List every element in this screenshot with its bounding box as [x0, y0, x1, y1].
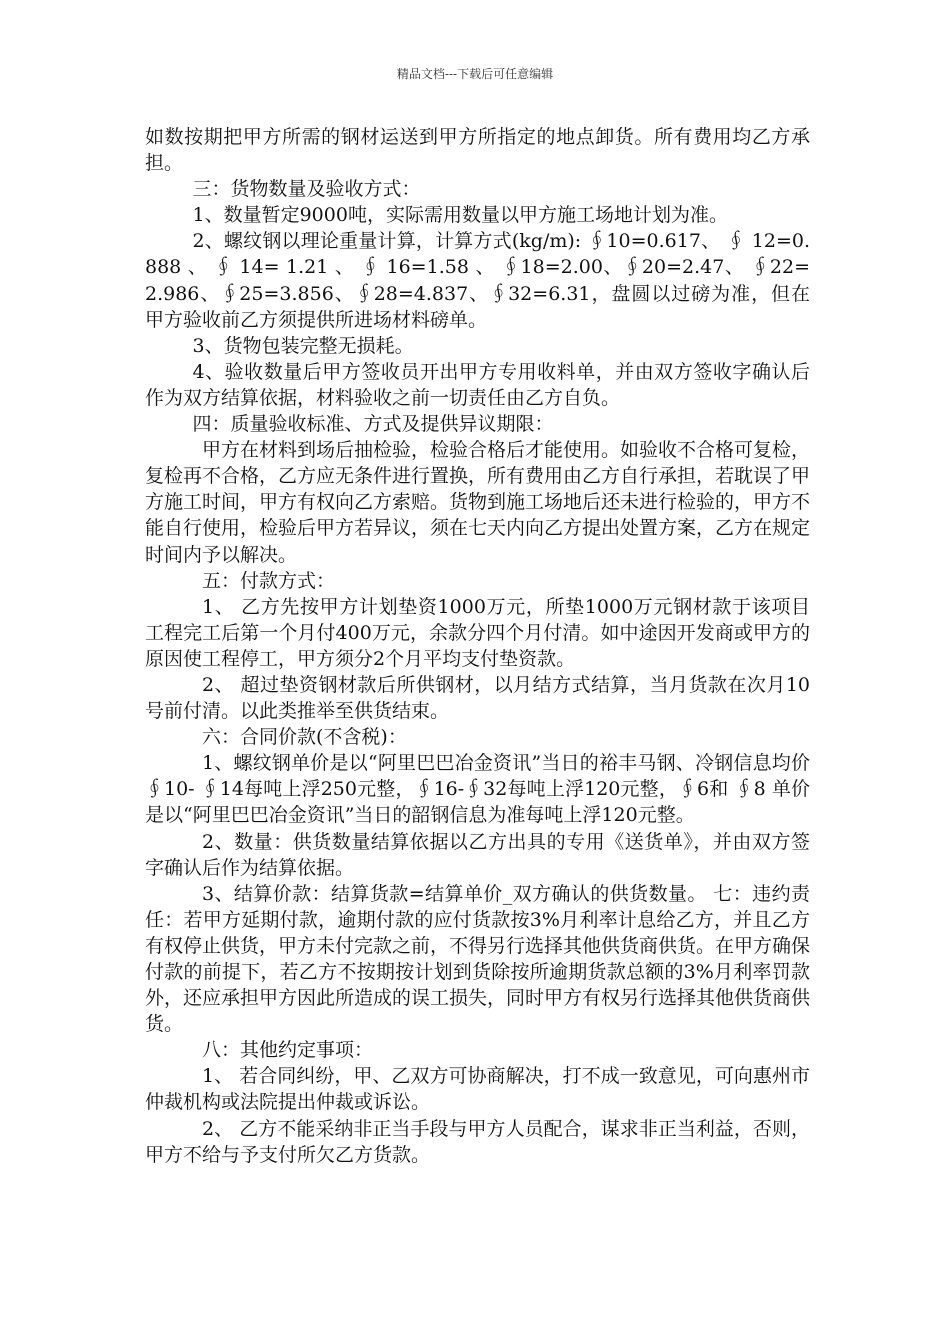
clause-3-4: 4、验收数量后甲方签收员开出甲方专用收料单，并由双方签收字确认后作为双方结算依据，材料验收之前一切责任由乙方自负。 — [145, 360, 810, 409]
paragraph-continuation: 如数按期把甲方所需的钢材运送到甲方所指定的地点卸货。所有费用均乙方承担。 — [145, 126, 810, 175]
section-heading-8: 八：其他约定事项： — [202, 1039, 374, 1062]
clause-6-1: 1、螺纹钢单价是以“阿里巴巴冶金资讯”当日的裕丰马钢、冷钢信息均价∮10- ∮14每吨上浮250元整，∮16-∮32每吨上浮120元整，∮6和 ∮8 单价是以“阿里巴巴冶金资讯”当日的韶钢信息为准每吨上浮120元整。 — [145, 752, 810, 827]
section-heading-6: 六：合同价款(不含税)： — [202, 726, 407, 749]
section-heading-4: 四：质量验收标准、方式及提供异议期限： — [192, 413, 554, 436]
section-heading-3: 三：货物数量及验收方式： — [192, 178, 421, 201]
clause-5-1: 1、 乙方先按甲方计划垫资1000万元，所垫1000万元钢材款于该项目工程完工后第一个月付400万元，余款分四个月付清。如中途因开发商或甲方的原因使工程停工，甲方须分2个月平均支付垫资款。 — [145, 595, 810, 670]
clause-3-3: 3、货物包装完整无损耗。 — [192, 334, 414, 357]
clause-8-2: 2、 乙方不能采纳非正当手段与甲方人员配合，谋求非正当利益，否则，甲方不给与予支付所欠乙方货款。 — [145, 1117, 810, 1166]
section-heading-5: 五：付款方式： — [202, 569, 336, 592]
page-header: 精品文档---下载后可任意编辑 — [396, 67, 554, 81]
clause-4-body: 甲方在材料到场后抽检验，检验合格后才能使用。如验收不合格可复检，复检再不合格，乙方应无条件进行置换，所有费用由乙方自行承担，若耽误了甲方施工时间，甲方有权向乙方索赔。货物到施工场地后还未进行检验的，甲方不能自行使用，检验后甲方若异议，须在七天内向乙方提出处置方案，乙方在规定时间内予以解决。 — [145, 439, 811, 566]
clause-6-2: 2、数量：供货数量结算依据以乙方出具的专用《送货单》，并由双方签字确认后作为结算依据。 — [145, 830, 810, 879]
document-body — [145, 124, 810, 1168]
clause-3-1: 1、数量暂定9000吨，实际需用数量以甲方施工场地计划为准。 — [192, 204, 728, 227]
clause-6-3-and-7: 3、结算价款：结算货款=结算单价_双方确认的供货数量。 七：违约责任：若甲方延期付款，逾期付款的应付货款按3%月利率计息给乙方，并且乙方有权停止供货，甲方未付完款之前，不得另行选择其他供货商供货。在甲方确保付款的前提下，若乙方不按期按计划到货除按所逾期货款总额的3%月利率罚款外，还应承担甲方因此所造成的误工损失，同时甲方有权另行选择其他供货商供货。 — [145, 882, 811, 1036]
clause-3-2: 2、螺纹钢以理论重量计算，计算方式(kg/m): ∮10=0.617、 ∮ 12=0.888 、 ∮ 14= 1.21 、 ∮ 16=1.58 、 ∮18=2.00、∮20=2.47、 ∮22=2.986、∮25=3.856、∮28=4.837、∮32=6.31，盘圆以过磅为准，但在甲方验收前乙方须提供所进场材料磅单。 — [145, 230, 810, 331]
clause-5-2: 2、 超过垫资钢材款后所供钢材，以月结方式结算，当月货款在次月10号前付清。以此类推举至供货结束。 — [145, 673, 810, 723]
clause-8-1: 1、 若合同纠纷，甲、乙双方可协商解决，打不成一致意见，可向惠州市仲裁机构或法院提出仲裁或诉讼。 — [145, 1065, 810, 1114]
